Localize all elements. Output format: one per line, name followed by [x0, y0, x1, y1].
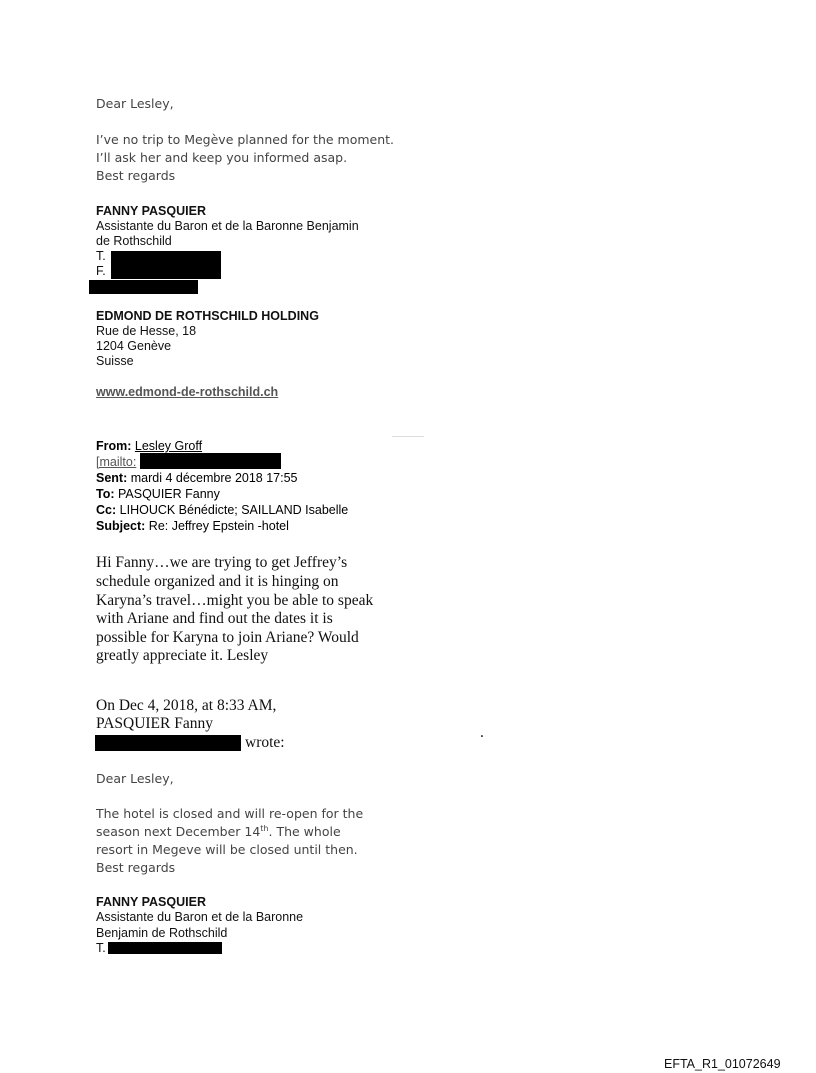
signature-title: Assistante du Baron et de la Baronne Benjamin	[96, 219, 359, 233]
phone-label: T.	[96, 941, 106, 955]
reply2-line: resort in Megeve will be closed until then.	[96, 842, 358, 857]
redaction-box	[108, 942, 222, 954]
phone-label: T.	[96, 249, 106, 263]
signature-name: FANNY PASQUIER	[96, 895, 206, 909]
message-line: possible for Karyna to join Ariane? Would	[96, 629, 359, 646]
from-label: From:	[96, 439, 132, 453]
redaction-box	[95, 735, 241, 751]
to-row: To: PASQUIER Fanny	[96, 487, 220, 501]
quote-wrote: wrote:	[245, 734, 285, 751]
quote-line: On Dec 4, 2018, at 8:33 AM,	[96, 697, 277, 714]
company-country: Suisse	[96, 354, 134, 368]
redaction-box	[89, 280, 198, 294]
redaction-box	[140, 453, 281, 469]
message-line: with Ariane and find out the dates it is	[96, 610, 333, 627]
message-line: schedule organized and it is hinging on	[96, 573, 339, 590]
reply2-line: season next December 14th. The whole	[96, 824, 341, 840]
divider	[392, 436, 424, 437]
reply2-greeting: Dear Lesley,	[96, 771, 174, 786]
reply1-line: I’ll ask her and keep you informed asap.	[96, 150, 348, 165]
message-line: greatly appreciate it. Lesley	[96, 647, 269, 664]
document-id: EFTA_R1_01072649	[664, 1057, 781, 1071]
redaction-box	[111, 251, 221, 279]
website-link[interactable]: www.edmond-de-rothschild.ch	[96, 385, 279, 399]
company-city: 1204 Genève	[96, 339, 172, 353]
signature-title: de Rothschild	[96, 234, 172, 248]
subject-row: Subject: Re: Jeffrey Epstein -hotel	[96, 519, 289, 533]
fax-label: F.	[96, 264, 106, 278]
cc-row: Cc: LIHOUCK Bénédicte; SAILLAND Isabelle	[96, 503, 349, 517]
signature-title: Assistante du Baron et de la Baronne	[96, 910, 304, 924]
reply1-line: Best regards	[96, 168, 176, 183]
quote-line: PASQUIER Fanny	[96, 715, 213, 732]
signature-title: Benjamin de Rothschild	[96, 926, 228, 940]
reply1-greeting: Dear Lesley,	[96, 96, 174, 111]
signature-name: FANNY PASQUIER	[96, 204, 206, 218]
from-value[interactable]: Lesley Groff	[134, 439, 203, 453]
from-row	[96, 438, 202, 454]
reply2-line: Best regards	[96, 860, 176, 875]
reply2-line: The hotel is closed and will re-open for the	[96, 806, 364, 821]
message-line: Hi Fanny…we are trying to get Jeffrey’s	[96, 554, 348, 571]
reply1-line: I’ve no trip to Megève planned for the moment.	[96, 132, 395, 147]
sent-row: Sent: mardi 4 décembre 2018 17:55	[96, 471, 298, 485]
company-address: Rue de Hesse, 18	[96, 324, 197, 338]
message-line: Karyna’s travel…might you be able to speak	[96, 592, 374, 609]
mailto-link[interactable]: [mailto:	[96, 455, 137, 469]
company-name: EDMOND DE ROTHSCHILD HOLDING	[96, 309, 319, 323]
stray-dot: .	[480, 724, 484, 741]
